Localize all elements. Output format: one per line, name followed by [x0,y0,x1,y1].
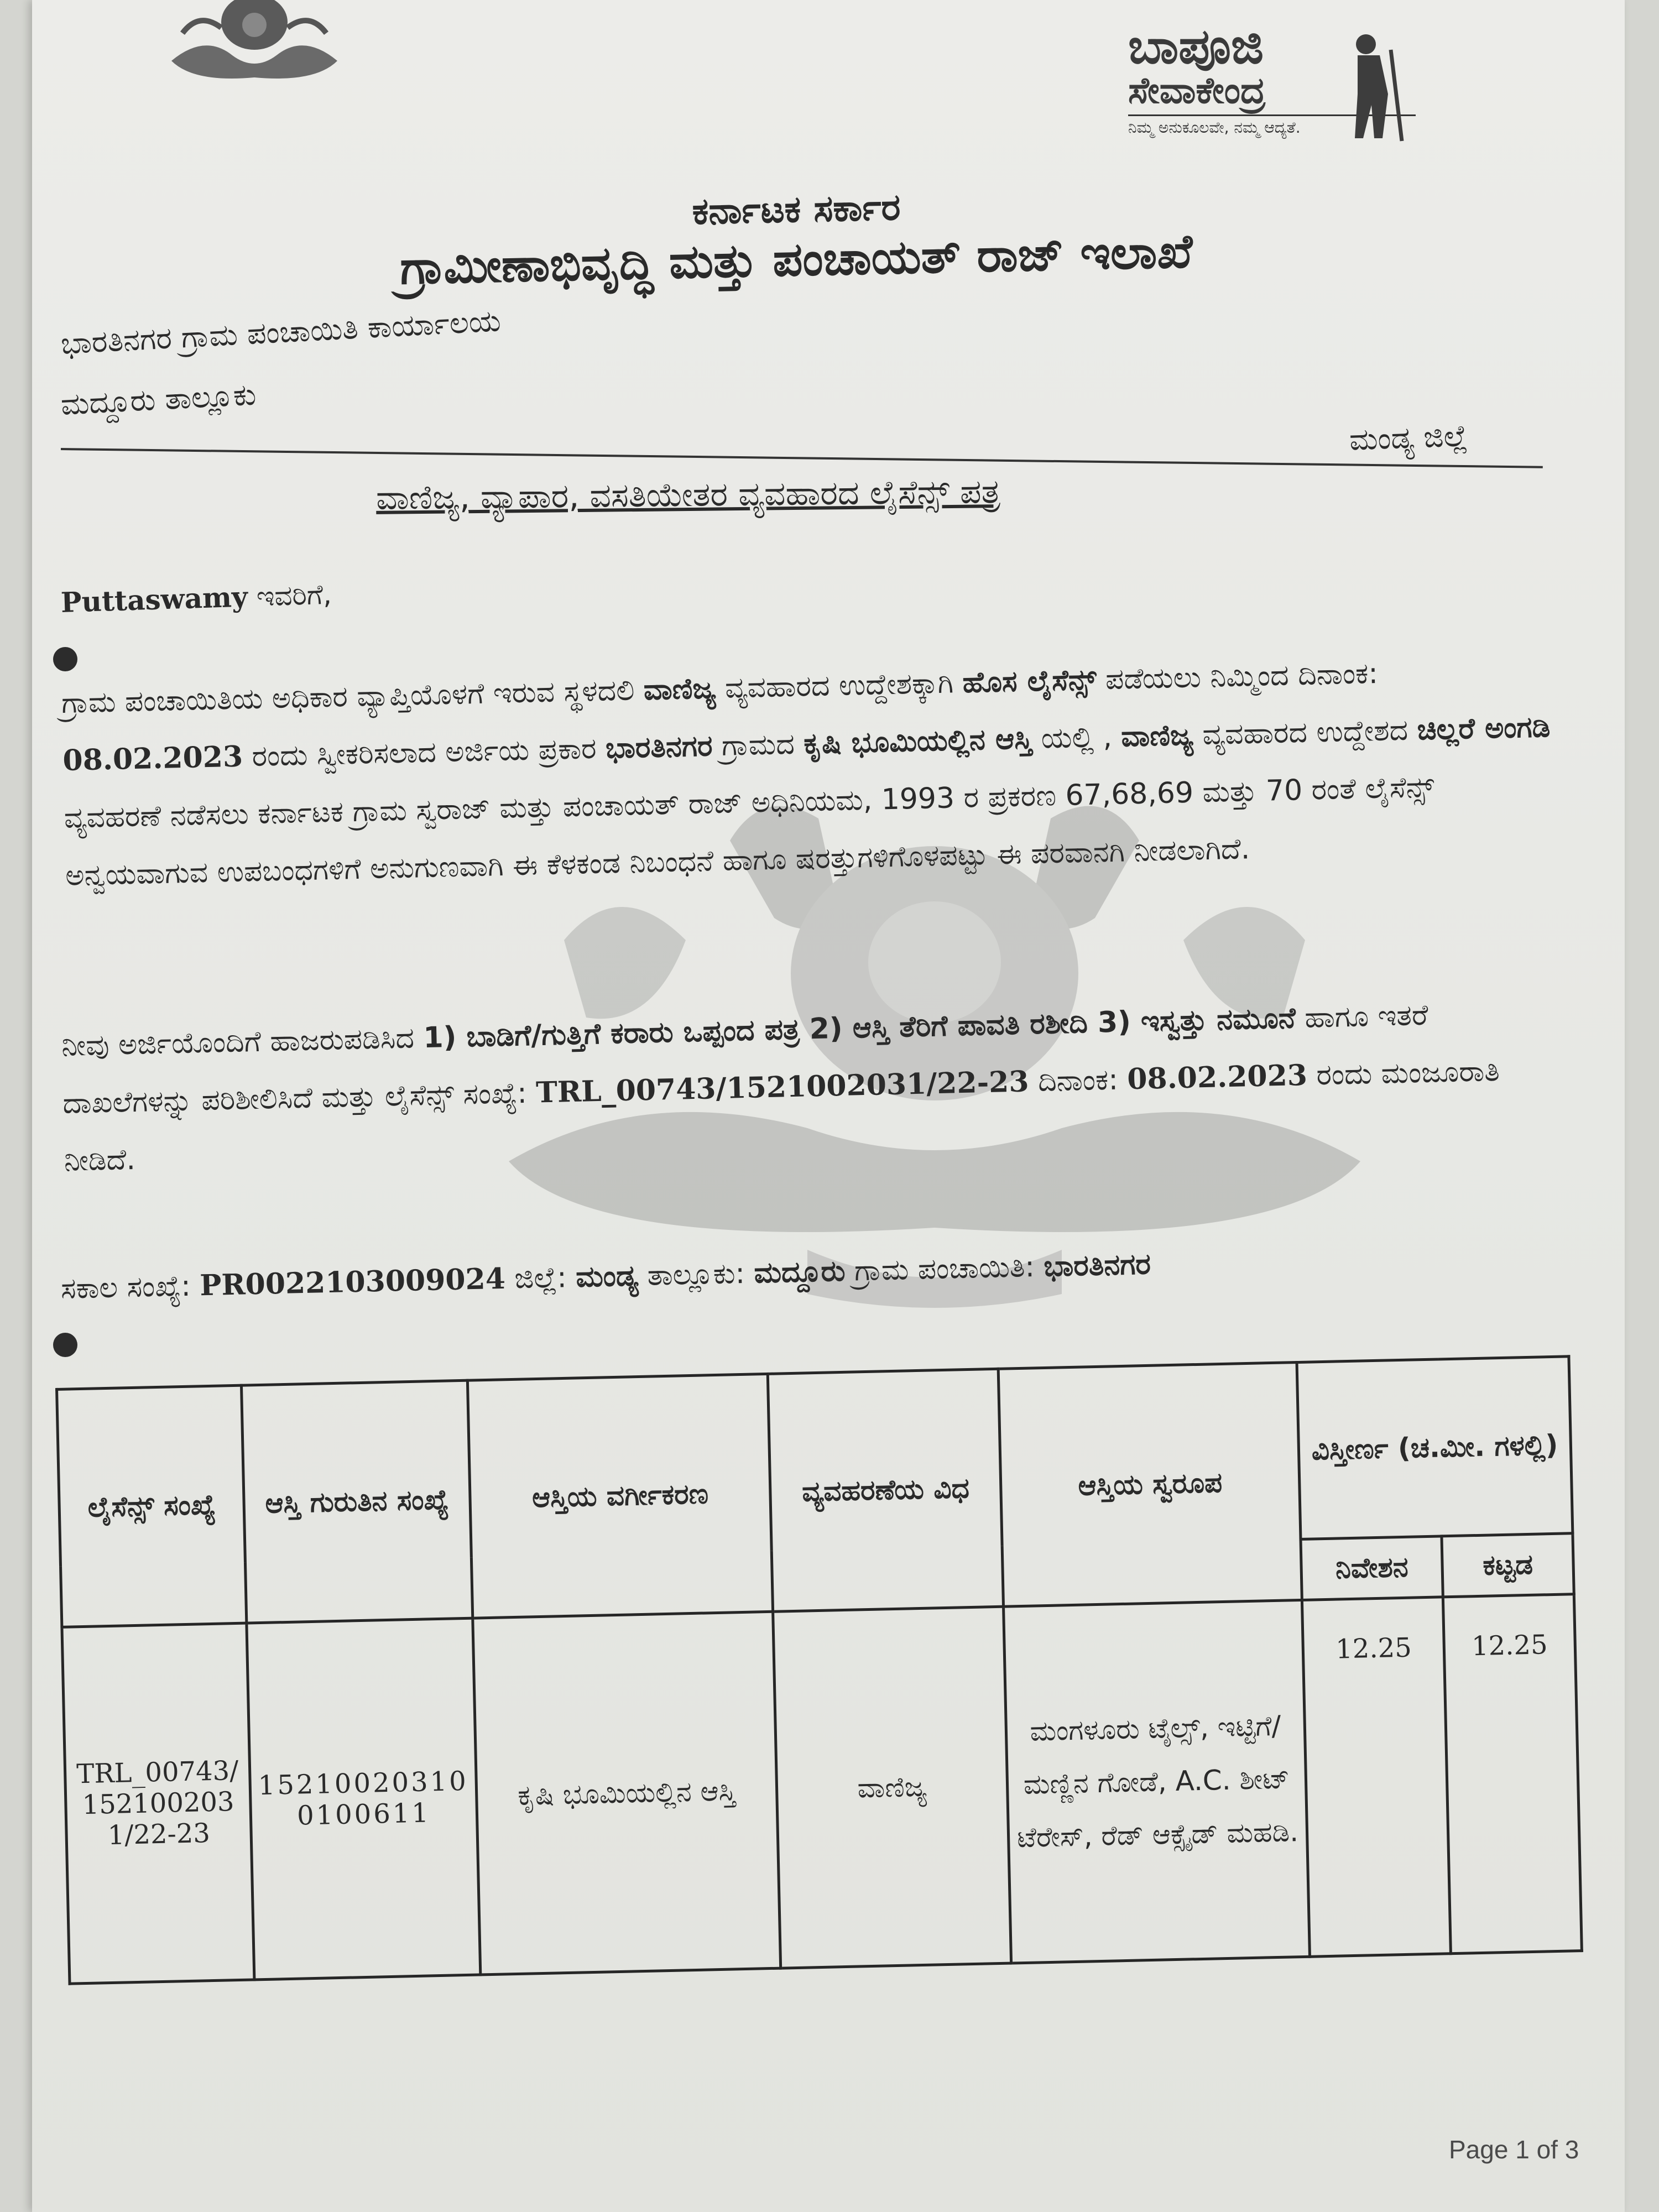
header-classification: ಆಸ್ತಿಯ ವರ್ಗೀಕರಣ [467,1374,773,1618]
department-heading: ಗ್ರಾಮೀಣಾಭಿವೃದ್ಧಿ ಮತ್ತು ಪಂಚಾಯತ್ ರಾಜ್ ಇಲಾಖೆ [399,224,1193,295]
header-property-id: ಆಸ್ತಿ ಗುರುತಿನ ಸಂಖ್ಯೆ [242,1380,473,1623]
license-number: TRL_00743/1521002031/22-23 [535,1065,1030,1110]
cell-property-id: 152100203100100611 [247,1618,480,1980]
recipient-greeting: Puttaswamy ಇವರಿಗೆ, [60,578,332,619]
cell-site-area: 12.25 [1302,1597,1451,1957]
document-subject: ವಾಣಿಜ್ಯ, ವ್ಯಾಪಾರ, ವಸತಿಯೇತರ ವ್ಯವಹಾರದ ಲೈಸೆನ್ಸ್ ಪತ್ರ [375,472,1001,518]
sakala-line: ಸಕಾಲ ಸಂಖ್ಯೆ: PR0022103009024 ಜಿಲ್ಲೆ: ಮಂಡ್ಯ ತಾಲ್ಲೂಕು: ಮದ್ದೂರು ಗ್ರಾಮ ಪಂಚಾಯಿತಿ: ಭಾರತಿನಗರ [60,1248,1151,1306]
license-paragraph-2: ನೀವು ಅರ್ಜಿಯೊಂದಿಗೆ ಹಾಜರುಪಡಿಸಿದ 1) ಬಾಡಿಗೆ/ಗುತ್ತಿಗೆ ಕರಾರು ಒಪ್ಪಂದ ಪತ್ರ 2) ಆಸ್ತಿ ತೆರಿಗೆ ಪಾವತಿ ರಶೀದಿ 3) ಇಸ್ವತ್ತು ನಮೂನೆ ಹಾಗೂ ಇತರೆ ದಾಖಲೆಗಳನ್ನು ಪರಿಶೀಲಿಸಿದೆ ಮತ್ತು ಲೈಸೆನ್ಸ್ ಸಂಖ್ಯೆ: TRL_00743/1521002031/22-23 ದಿನಾಂಕ: 08.02.2023 ರಂದು ಮಂಜೂರಾತಿ ನೀಡಿದೆ. [61,998,1500,1178]
bapuji-seva-kendra-logo [1128,18,1416,160]
header-site: ನಿವೇಶನ [1301,1536,1443,1600]
punch-hole [53,647,77,671]
license-table-wrapper [55,1354,1640,2052]
logo-subtitle: ಸೇವಾಕೇಂದ್ರ [1128,69,1266,112]
license-paragraph-1: ಗ್ರಾಮ ಪಂಚಾಯಿತಿಯ ಅಧಿಕಾರ ವ್ಯಾಪ್ತಿಯೊಳಗೆ ಇರುವ ಸ್ಥಳದಲಿ ವಾಣಿಜ್ಯ ವ್ಯವಹಾರದ ಉದ್ದೇಶಕ್ಕಾಗಿ ಹೊಸ ಲೈಸೆನ್ಸ್ ಪಡೆಯಲು ನಿಮ್ಮಿಂದ ದಿನಾಂಕ: 08.02.2023 ರಂದು ಸ್ವೀಕರಿಸಲಾದ ಅರ್ಜಿಯ ಪ್ರಕಾರ ಭಾರತಿನಗರ ಗ್ರಾಮದ ಕೃಷಿ ಭೂಮಿಯಲ್ಲಿನ ಆಸ್ತಿ ಯಲ್ಲಿ , ವಾಣಿಜ್ಯ ವ್ಯವಹಾರದ ಉದ್ದೇಶದ ಚಿಲ್ಲರೆ ಅಂಗಡಿ ವ್ಯವಹರಣೆ ನಡೆಸಲು ಕರ್ನಾಟಕ ಗ್ರಾಮ ಸ್ವರಾಜ್ ಮತ್ತು ಪಂಚಾಯತ್ ರಾಜ್ ಅಧಿನಿಯಮ, 1993 ರ ಪ್ರಕರಣ 67,68,69 ಮತ್ತು 70 ರಂತೆ ಲೈಸೆನ್ಸ್ ಅನ್ವಯವಾಗುವ ಉಪಬಂಧಗಳಿಗೆ ಅನುಗುಣವಾಗಿ ಈ ಕೆಳಕಂಡ ನಿಬಂಧನೆ ಹಾಗೂ ಷರತ್ತುಗಳಿಗೊಳಪಟ್ಟು ಈ ಪರವಾನಗಿ ನೀಡಲಾಗಿದೆ. [61,656,1551,893]
header-license-no: ಲೈಸೆನ್ಸ್ ಸಂಖ್ಯೆ [57,1385,247,1627]
cell-license-no: TRL_00743/1521002031/22-23 [62,1623,254,1984]
cell-property-nature: ಮಂಗಳೂರು ಟೈಲ್ಸ್, ಇಟ್ಟಿಗೆ/ ಮಣ್ಣಿನ ಗೋಡೆ, A.C. ಶೀಟ್ ಟೆರೇಸ್, ರೆಡ್ ಆಕ್ಸೈಡ್ ಮಹಡಿ. [1003,1600,1310,1963]
cell-building-area: 12.25 [1443,1594,1582,1954]
header-building: ಕಟ್ಟಡ [1442,1533,1574,1597]
header-trade-type: ವ್ಯವಹರಣೆಯ ವಿಧ [768,1369,1004,1611]
gandhi-silhouette-icon [1327,28,1416,144]
punch-hole [53,1333,77,1357]
government-heading: ಕರ್ನಾಟಕ ಸರ್ಕಾರ [691,186,901,233]
district-name: ಮಂಡ್ಯ ಜಿಲ್ಲೆ [1348,418,1469,457]
taluk-name: ಮದ್ದೂರು ತಾಲ್ಲೂಕು [60,377,257,422]
table-row [62,1594,1582,1984]
sakala-number: PR0022103009024 [199,1261,506,1303]
logo-title: ಬಾಪೂಜಿ [1128,18,1264,75]
table-header-row [57,1357,1573,1567]
header-area: ವಿಸ್ತೀರ್ಣ (ಚ.ಮೀ. ಗಳಲ್ಲಿ) [1297,1357,1573,1540]
office-name: ಭಾರತಿನಗರ ಗ್ರಾಮ ಪಂಚಾಯಿತಿ ಕಾರ್ಯಾಲಯ [60,303,502,361]
cell-classification: ಕೃಷಿ ಭೂಮಿಯಲ್ಲಿನ ಆಸ್ತಿ [472,1611,781,1975]
license-table [55,1355,1583,1985]
cell-trade-type: ವಾಣಿಜ್ಯ [773,1606,1011,1968]
header-property-nature: ಆಸ್ತಿಯ ಸ್ವರೂಪ [998,1363,1302,1607]
karnataka-emblem-icon [149,0,359,88]
page-number: Page 1 of 3 [1449,2135,1579,2164]
logo-tagline: ನಿಮ್ಮ ಅನುಕೂಲವೇ, ನಮ್ಮ ಆದ್ಯತೆ. [1128,114,1416,137]
recipient-name: Puttaswamy [60,580,248,619]
